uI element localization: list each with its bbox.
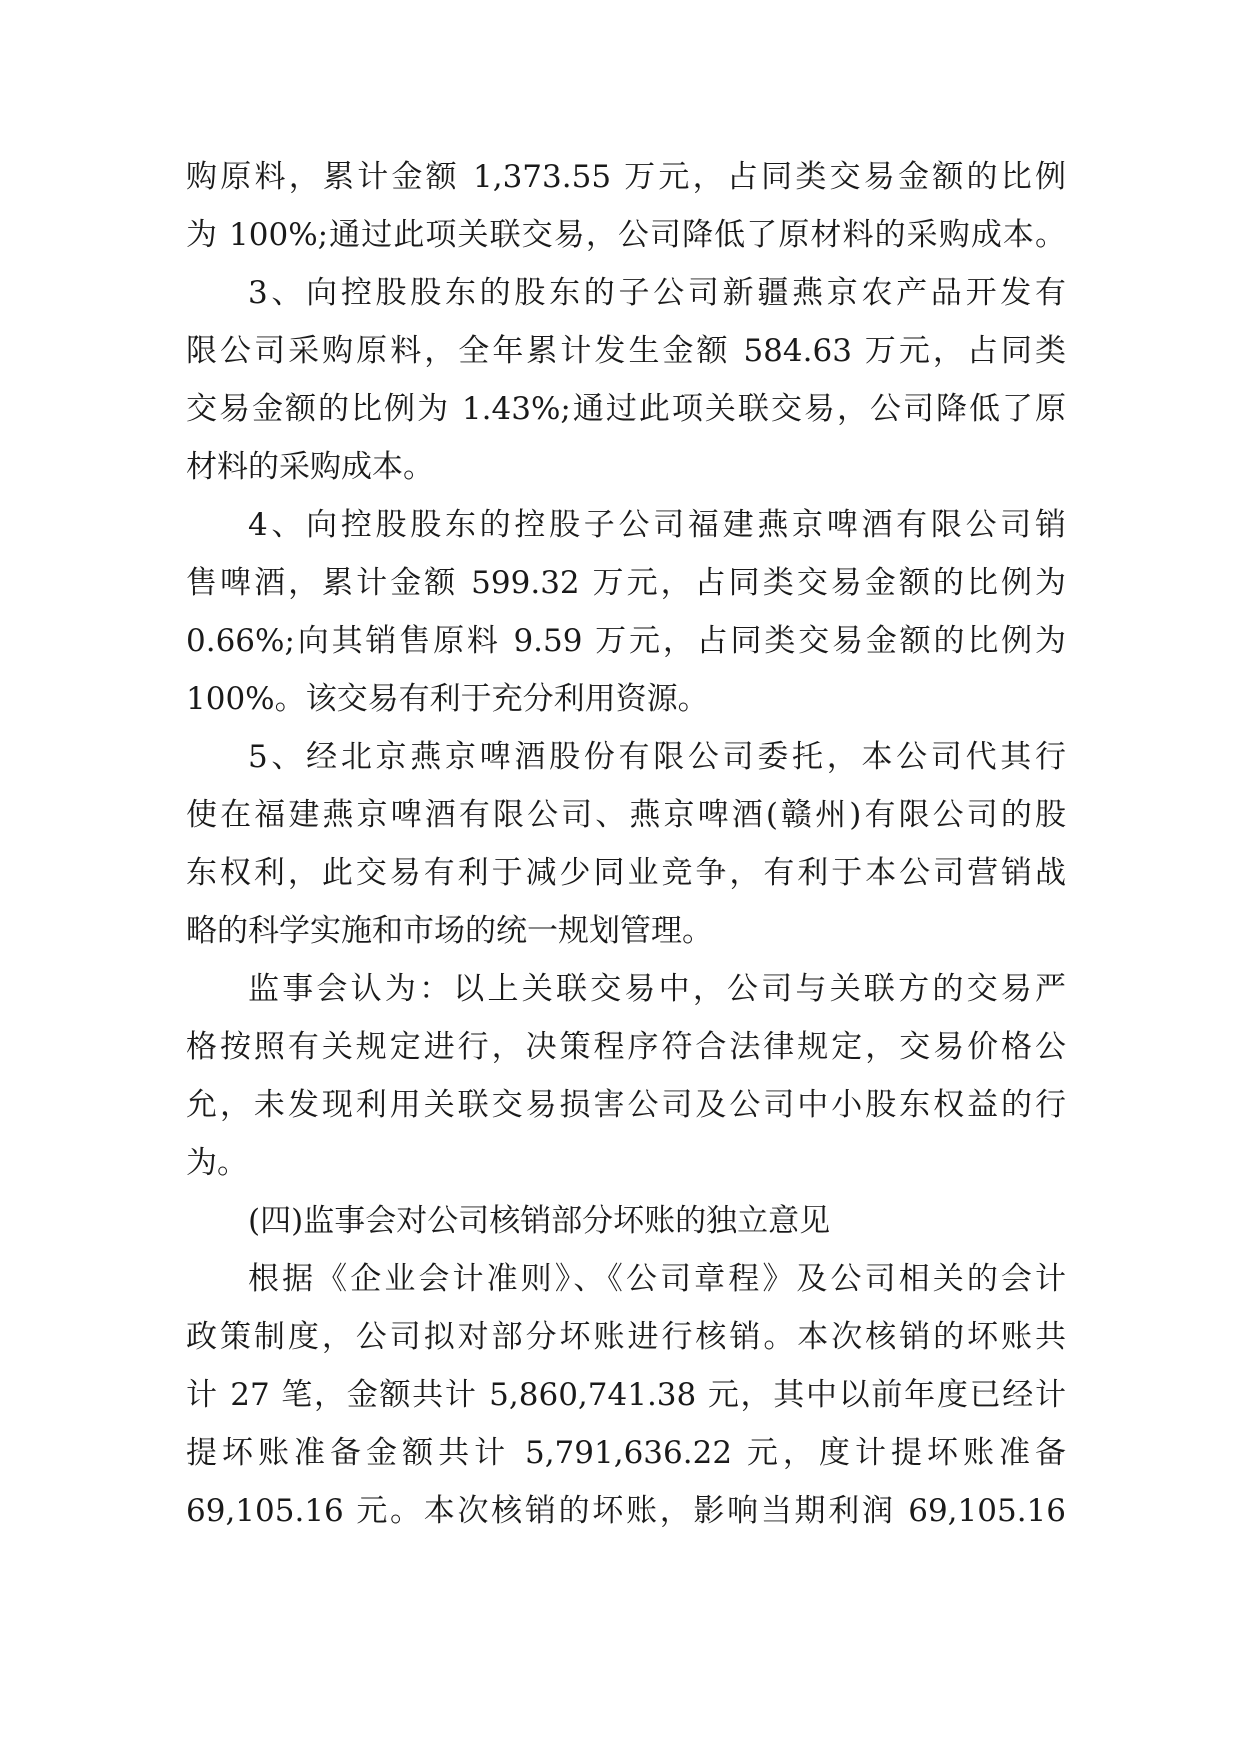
text-line: 提坏账准备金额共计 5,791,636.22 元，度计提坏账准备 [186,1435,1066,1471]
text-line: 3、向控股股东的股东的子公司新疆燕京农产品开发有 [248,275,1066,311]
text-line: 政策制度，公司拟对部分坏账进行核销。本次核销的坏账共 [186,1319,1066,1355]
text-line: 东权利，此交易有利于减少同业竞争，有利于本公司营销战 [186,855,1066,891]
text-line: 允，未发现利用关联交易损害公司及公司中小股东权益的行 [186,1087,1066,1123]
text-line: 69,105.16 元。本次核销的坏账，影响当期利润 69,105.16 [186,1493,1066,1529]
text-line: 为 100%;通过此项关联交易，公司降低了原材料的采购成本。 [186,217,1066,253]
text-line: 5、经北京燕京啤酒股份有限公司委托，本公司代其行 [248,739,1066,775]
text-line: 限公司采购原料，全年累计发生金额 584.63 万元，占同类 [186,333,1066,369]
text-line: 使在福建燕京啤酒有限公司、燕京啤酒(赣州)有限公司的股 [186,797,1066,833]
text-line: 0.66%;向其销售原料 9.59 万元，占同类交易金额的比例为 [186,623,1066,659]
text-line: 根据《企业会计准则》、《公司章程》及公司相关的会计 [248,1261,1066,1297]
text-line: 材料的采购成本。 [186,449,434,485]
text-line: 略的科学实施和市场的统一规划管理。 [186,913,713,949]
text-line: 购原料，累计金额 1,373.55 万元，占同类交易金额的比例 [186,159,1066,195]
text-line: 交易金额的比例为 1.43%;通过此项关联交易，公司降低了原 [186,391,1066,427]
text-line: 售啤酒，累计金额 599.32 万元，占同类交易金额的比例为 [186,565,1066,601]
text-line: 为。 [186,1145,248,1181]
text-line: 计 27 笔，金额共计 5,860,741.38 元，其中以前年度已经计 [186,1377,1066,1413]
text-line: (四)监事会对公司核销部分坏账的独立意见 [248,1203,831,1239]
document-body [186,148,1066,1540]
text-line: 监事会认为：以上关联交易中，公司与关联方的交易严 [248,971,1066,1007]
text-line: 4、向控股股东的控股子公司福建燕京啤酒有限公司销 [248,507,1066,543]
text-line: 100%。该交易有利于充分利用资源。 [186,681,709,717]
text-line: 格按照有关规定进行，决策程序符合法律规定，交易价格公 [186,1029,1066,1065]
